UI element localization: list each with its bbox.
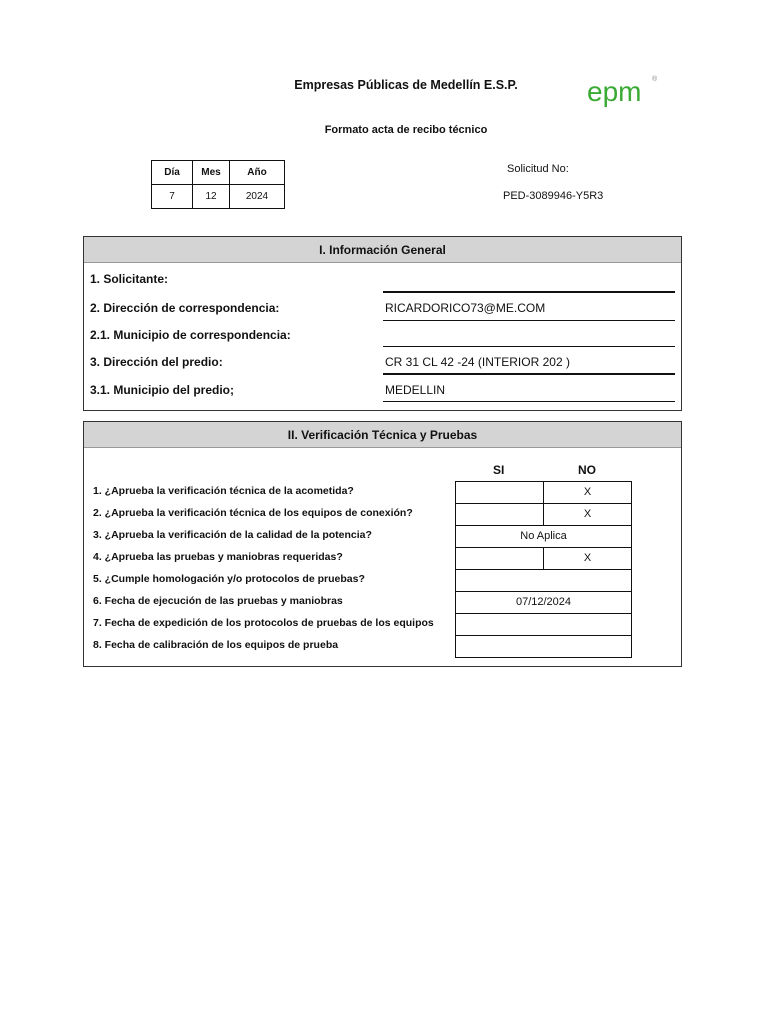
month-header: Mes [193, 161, 230, 185]
field-solicitante-label: 1. Solicitante: [90, 272, 169, 286]
question-6-value-cell: 07/12/2024 [455, 591, 632, 614]
question-8-label: 8. Fecha de calibración de los equipos de prueba [93, 639, 339, 651]
field-direccion-predio-value: CR 31 CL 42 -24 (INTERIOR 202 ) [385, 355, 570, 369]
field-direccion-predio-line [383, 373, 675, 375]
epm-logo-text: epm [587, 76, 642, 107]
registered-mark: ® [652, 76, 658, 83]
year-header: Año [230, 161, 285, 185]
epm-logo [586, 72, 660, 117]
col-no-header: NO [578, 463, 596, 477]
field-correspondencia-label: 2. Dirección de correspondencia: [90, 301, 280, 315]
field-solicitante-line [383, 291, 675, 293]
date-table [151, 160, 285, 209]
question-7-label: 7. Fecha de expedición de los protocolos de pruebas de los equipos [93, 617, 434, 629]
field-municipio-predio-line [383, 401, 675, 402]
form-title: Formato acta de recibo técnico [324, 124, 488, 136]
question-1-si-cell [455, 481, 544, 504]
day-header: Día [152, 161, 193, 185]
question-1-no-cell: X [543, 481, 632, 504]
question-4-si-cell [455, 547, 544, 570]
col-si-header: SI [493, 463, 505, 477]
question-2-label: 2. ¿Aprueba la verificación técnica de los equipos de conexión? [93, 507, 413, 519]
field-municipio-correspondencia-label: 2.1. Municipio de correspondencia: [90, 328, 291, 342]
solicitud-value: PED-3089946-Y5R3 [503, 190, 604, 202]
day-value: 7 [152, 185, 193, 209]
section-general-info [83, 236, 682, 411]
section-verification-title: II. Verificación Técnica y Pruebas [84, 422, 681, 448]
question-8-value-cell [455, 635, 632, 658]
field-municipio-correspondencia-line [383, 346, 675, 347]
company-name: Empresas Públicas de Medellín E.S.P. [294, 78, 518, 92]
section-verification [83, 421, 682, 667]
field-municipio-predio-label: 3.1. Municipio del predio; [90, 383, 235, 397]
question-1-label: 1. ¿Aprueba la verificación técnica de la acometida? [93, 485, 354, 497]
year-value: 2024 [230, 185, 285, 209]
question-7-value-cell [455, 613, 632, 636]
question-2-si-cell [455, 503, 544, 526]
question-4-no-cell: X [543, 547, 632, 570]
question-4-label: 4. ¿Aprueba las pruebas y maniobras requeridas? [93, 551, 343, 563]
question-2-no-cell: X [543, 503, 632, 526]
month-value: 12 [193, 185, 230, 209]
field-correspondencia-line [383, 320, 675, 321]
field-municipio-predio-value: MEDELLIN [385, 383, 446, 397]
section-general-info-title: I. Información General [84, 237, 681, 263]
field-direccion-predio-label: 3. Dirección del predio: [90, 355, 223, 369]
field-correspondencia-value: RICARDORICO73@ME.COM [385, 301, 546, 315]
question-6-label: 6. Fecha de ejecución de las pruebas y maniobras [93, 595, 343, 607]
epm-logo-mark [586, 72, 660, 112]
question-3-value-cell: No Aplica [455, 525, 632, 548]
question-5-label: 5. ¿Cumple homologación y/o protocolos de pruebas? [93, 573, 365, 585]
solicitud-label: Solicitud No: [507, 163, 569, 175]
question-3-label: 3. ¿Aprueba la verificación de la calidad de la potencia? [93, 529, 372, 541]
question-5-value-cell [455, 569, 632, 592]
